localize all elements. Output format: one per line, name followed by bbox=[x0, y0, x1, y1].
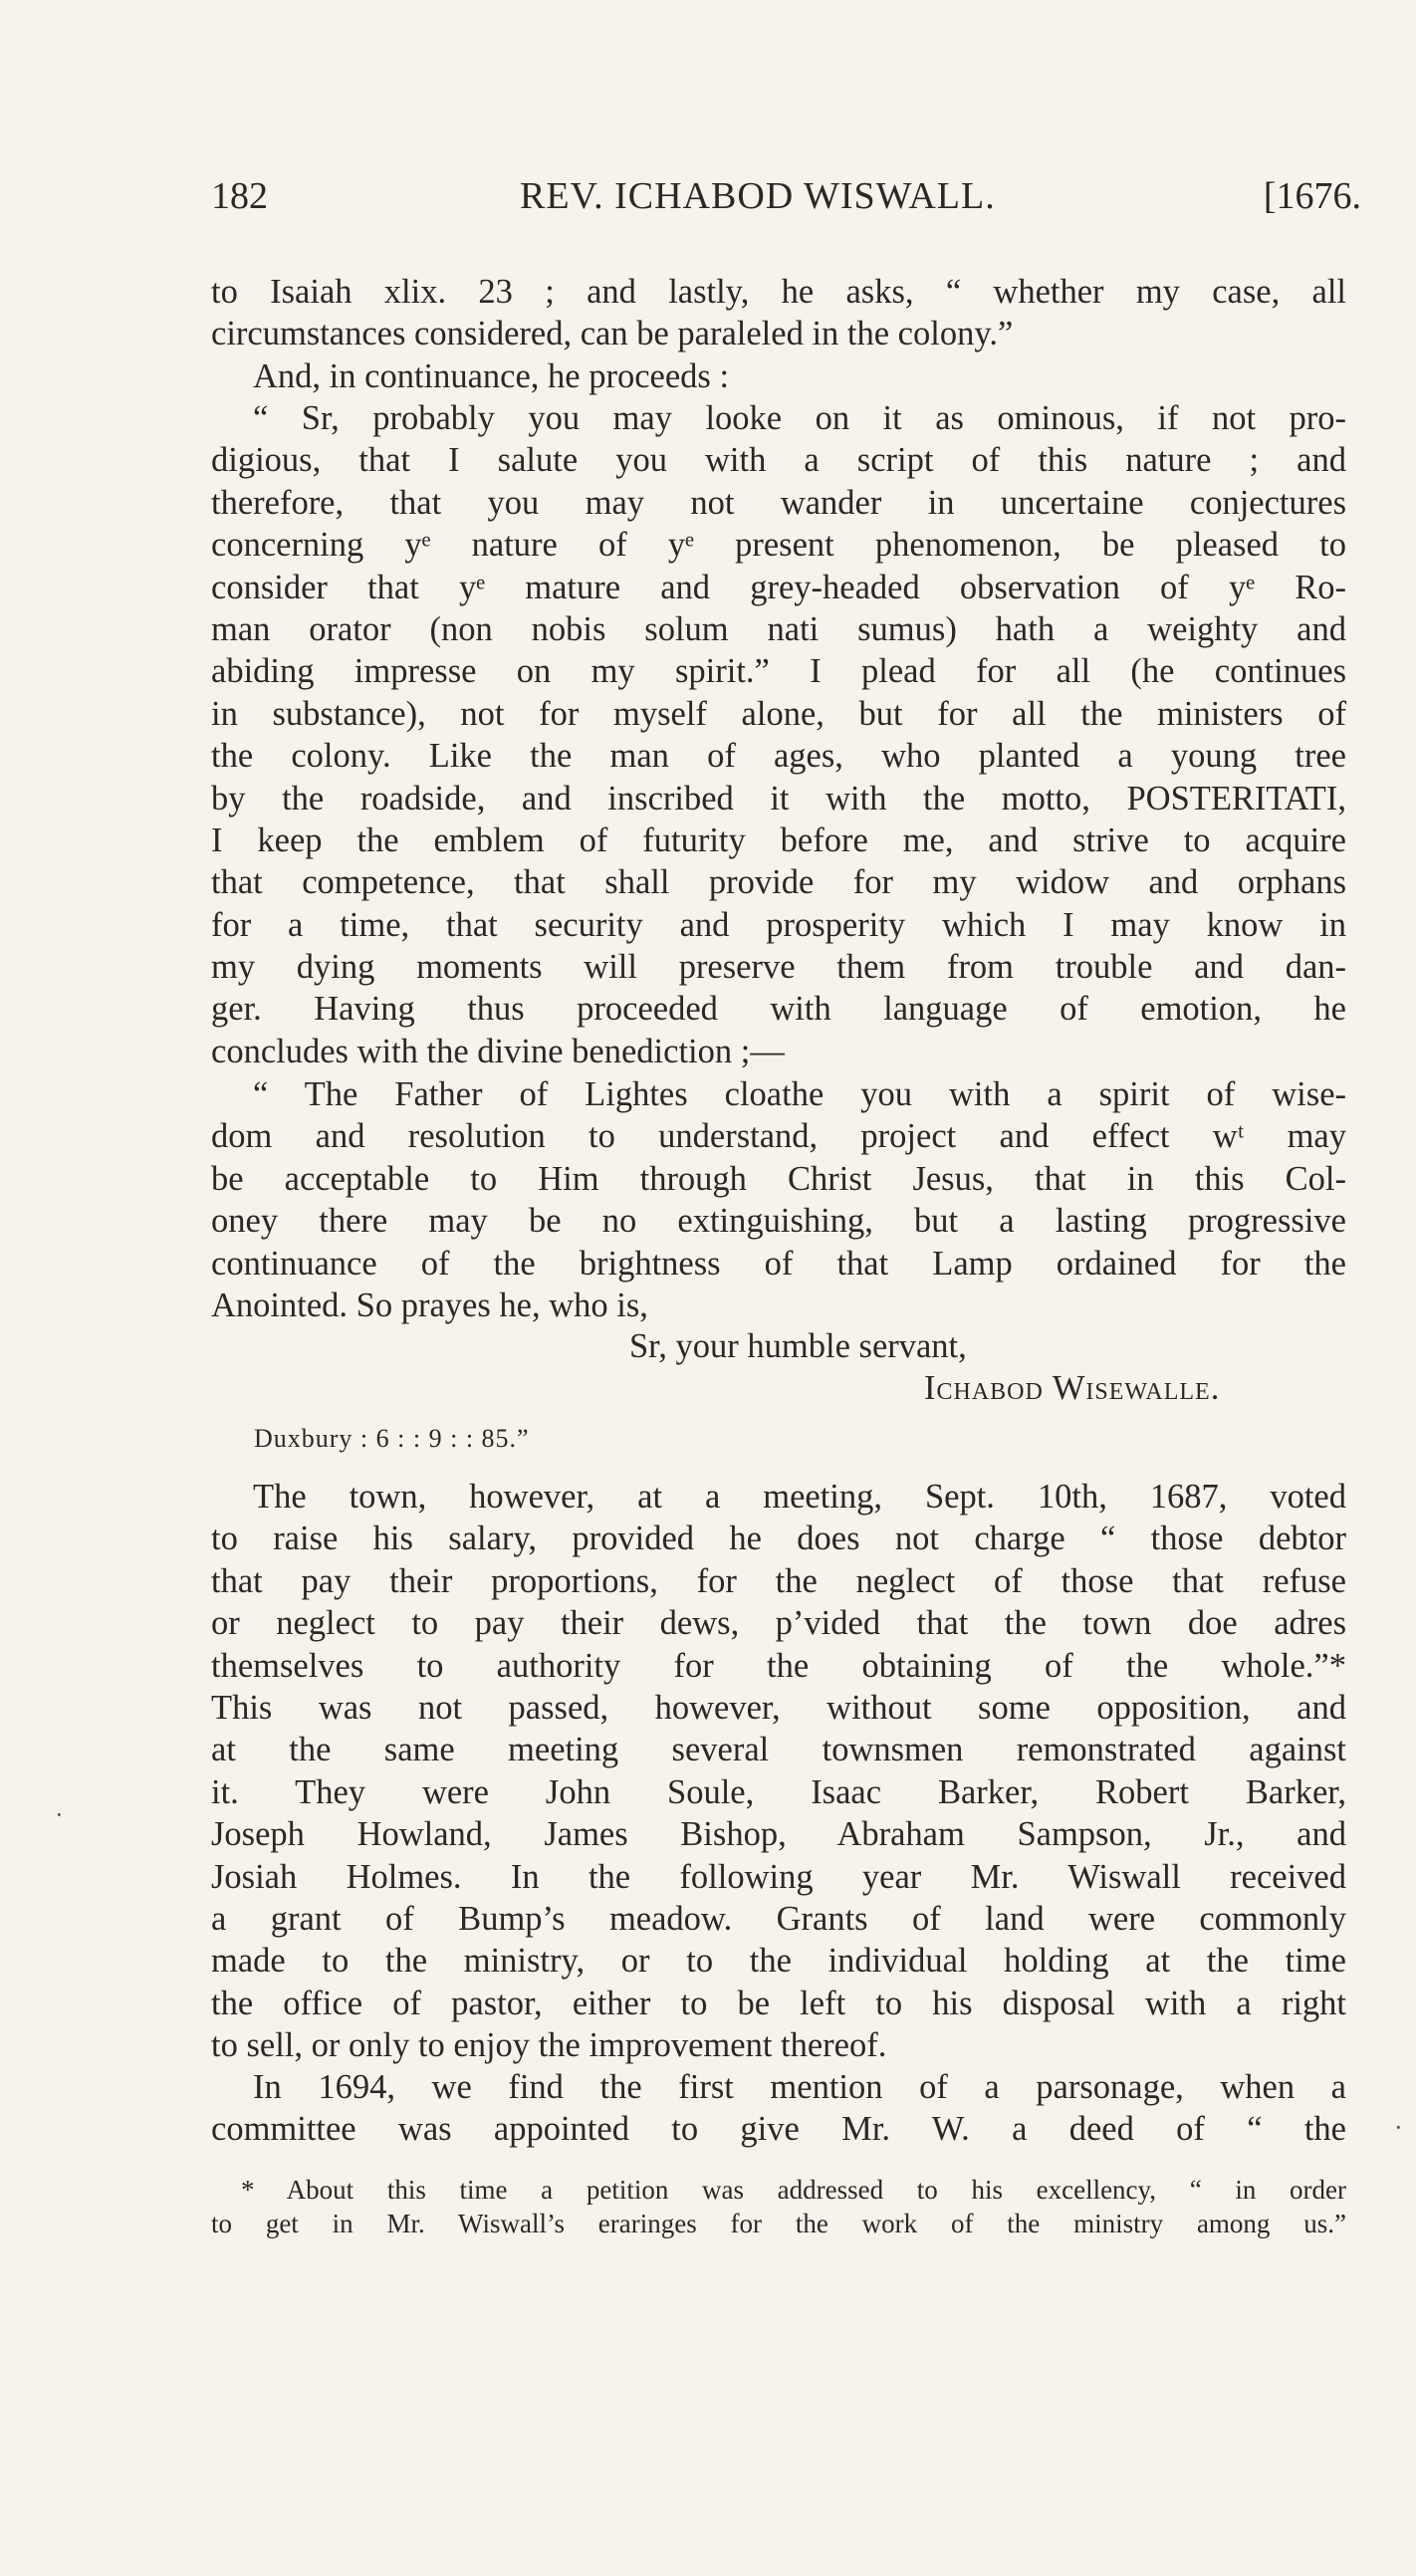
text-line: that competence, that shall provide for my widow and orphans bbox=[211, 863, 1346, 902]
text-line: I keep the emblem of futurity before me, and strive to acquire bbox=[211, 820, 1346, 859]
header-year: [1676. bbox=[1263, 175, 1361, 217]
text-line: the colony. Like the man of ages, who planted a young tree bbox=[211, 737, 1346, 776]
text-line: themselves to authority for the obtaining of the whole.”* bbox=[211, 1646, 1346, 1685]
letter-dateline: Duxbury : 6 : : 9 : : 85.” bbox=[254, 1424, 530, 1453]
text-line: ger. Having thus proceeded with language of emotion, he bbox=[211, 990, 1346, 1029]
text-line: “ The Father of Lightes cloathe you with a spirit of wise- bbox=[253, 1075, 1346, 1113]
text-line: dom and resolution to understand, project and effect wᵗ may bbox=[211, 1117, 1346, 1156]
text-line: or neglect to pay their dews, p’vided that the town doe adres bbox=[211, 1604, 1346, 1643]
text-line: to raise his salary, provided he does not charge “ those debtor bbox=[211, 1520, 1346, 1558]
text-line: Josiah Holmes. In the following year Mr. Wiswall received bbox=[211, 1857, 1346, 1896]
text-line: concerning yᵉ nature of yᵉ present phenomenon, be pleased to bbox=[211, 526, 1346, 565]
text-line: abiding impresse on my spirit.” I plead for all (he continues bbox=[211, 652, 1346, 691]
text-line: committee was appointed to give Mr. W. a deed of “ the bbox=[211, 2110, 1346, 2149]
text-line: to Isaiah xlix. 23 ; and lastly, he asks, “ whether my case, all bbox=[211, 273, 1346, 311]
paragraph-salary bbox=[211, 1476, 1346, 2066]
text-line: circumstances considered, can be paraleled in the colony.” bbox=[211, 315, 1014, 353]
paragraph-parsonage bbox=[211, 2066, 1346, 2151]
page-number: 182 bbox=[211, 175, 268, 217]
text-line: be acceptable to Him through Christ Jesus, that in this Col- bbox=[211, 1159, 1346, 1198]
margin-mark: · bbox=[1394, 2113, 1403, 2142]
letter-quotation bbox=[211, 397, 1346, 1072]
benediction-quotation bbox=[211, 1073, 1346, 1326]
text-line: continuance of the brightness of that Lamp ordained for the bbox=[211, 1244, 1346, 1283]
running-title: REV. ICHABOD WISWALL. bbox=[520, 175, 996, 217]
text-line: concludes with the divine benediction ;— bbox=[211, 1032, 785, 1070]
text-line: The town, however, at a meeting, Sept. 10th, 1687, voted bbox=[253, 1478, 1346, 1516]
text-line: man orator (non nobis solum nati sumus) hath a weighty and bbox=[211, 609, 1346, 648]
text-line: made to the ministry, or to the individual holding at the time bbox=[211, 1942, 1346, 1981]
footnote-line: to get in Mr. Wiswall’s eraringes for the work of the ministry among us.” bbox=[211, 2209, 1346, 2238]
text-line: therefore, that you may not wander in uncertaine conjectures bbox=[211, 483, 1346, 522]
text-line: for a time, that security and prosperity which I may know in bbox=[211, 905, 1346, 944]
text-line: Anointed. So prayes he, who is, bbox=[211, 1286, 648, 1324]
paragraph-continuation bbox=[211, 271, 1346, 397]
text-line: in substance), not for myself alone, but for all the ministers of bbox=[211, 694, 1346, 733]
letter-closing: Sr, your humble servant, bbox=[629, 1327, 967, 1365]
text-line: In 1694, we find the first mention of a parsonage, when a bbox=[253, 2068, 1346, 2106]
running-header bbox=[211, 174, 1361, 224]
margin-mark: · bbox=[55, 1800, 64, 1829]
text-line: that pay their proportions, for the neglect of those that refuse bbox=[211, 1561, 1346, 1600]
text-line: a grant of Bump’s meadow. Grants of land were commonly bbox=[211, 1899, 1346, 1938]
text-line: Joseph Howland, James Bishop, Abraham Sampson, Jr., and bbox=[211, 1815, 1346, 1854]
text-line: digious, that I salute you with a script of this nature ; and bbox=[211, 441, 1346, 480]
text-line: oney there may be no extinguishing, but a lasting progressive bbox=[211, 1202, 1346, 1241]
text-line: the office of pastor, either to be left to his disposal with a right bbox=[211, 1984, 1346, 2022]
text-line: by the roadside, and inscribed it with the motto, POSTERITATI, bbox=[211, 779, 1346, 818]
text-line: it. They were John Soule, Isaac Barker, Robert Barker, bbox=[211, 1772, 1346, 1811]
footnote-line: * About this time a petition was addressed to his excellency, “ in order bbox=[241, 2175, 1346, 2205]
text-line: And, in continuance, he proceeds : bbox=[253, 356, 730, 395]
footnote bbox=[211, 2173, 1346, 2240]
text-line: my dying moments will preserve them from trouble and dan- bbox=[211, 948, 1346, 987]
text-line: at the same meeting several townsmen remonstrated against bbox=[211, 1731, 1346, 1769]
text-line: This was not passed, however, without some opposition, and bbox=[211, 1688, 1346, 1727]
text-line: consider that yᵉ mature and grey-headed observation of yᵉ Ro- bbox=[211, 568, 1346, 606]
text-line: to sell, or only to enjoy the improvement thereof. bbox=[211, 2026, 887, 2065]
text-line: “ Sr, probably you may looke on it as ominous, if not pro- bbox=[253, 399, 1346, 437]
letter-signature: Ichabod Wisewalle. bbox=[924, 1369, 1221, 1407]
